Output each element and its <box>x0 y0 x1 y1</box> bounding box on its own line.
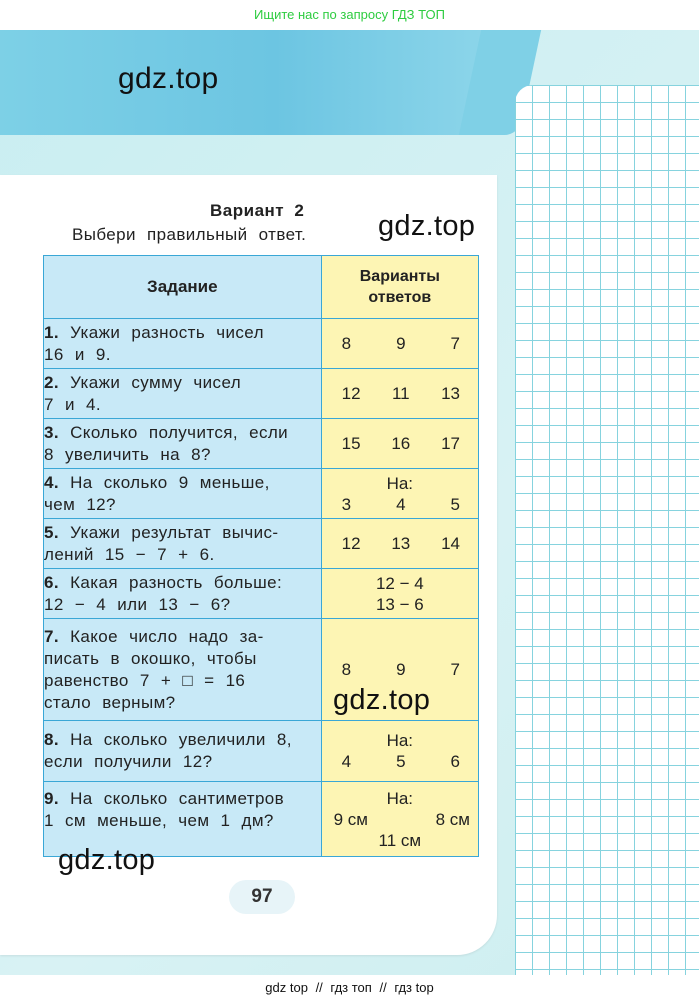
tasks-table <box>43 255 479 857</box>
answer-option[interactable]: 15 <box>341 434 361 453</box>
task-number: 4. <box>44 472 59 492</box>
answer-option[interactable]: 3 <box>341 494 352 514</box>
answer-option[interactable]: 12 <box>341 534 361 553</box>
task-text: 1 см меньше, чем 1 дм? <box>44 811 274 830</box>
task-text: 7 и 4. <box>44 394 101 414</box>
task-text: 16 и 9. <box>44 344 111 364</box>
task-text: На сколько 9 меньше, <box>70 472 270 492</box>
page-number: 97 <box>229 880 295 914</box>
watermark: gdz.top <box>118 62 219 95</box>
bottom-banner <box>0 975 699 1005</box>
task-number: 6. <box>44 572 59 592</box>
answers-cell <box>321 782 478 857</box>
bottom-link[interactable]: gdz top <box>265 980 308 995</box>
table-row <box>44 721 479 782</box>
table-row <box>44 519 479 569</box>
table-header-row <box>44 256 479 319</box>
header-task: Задание <box>44 256 322 319</box>
header-band <box>0 30 500 135</box>
answer-option[interactable]: 8 <box>341 334 352 353</box>
answer-prefix: На: <box>386 788 414 808</box>
task-number: 5. <box>44 522 59 542</box>
answer-option[interactable]: 13 − 6 <box>375 594 424 614</box>
header-answers-line: Варианты <box>359 268 440 285</box>
task-text: Укажи разность чисел <box>70 322 264 342</box>
task-text: лений 15 − 7 + 6. <box>44 544 215 564</box>
answers-cell <box>321 419 478 469</box>
task-cell <box>44 619 322 721</box>
answer-option[interactable]: 16 <box>391 434 411 453</box>
bottom-link[interactable]: гдз топ <box>330 980 372 995</box>
answer-option[interactable]: 4 <box>396 494 406 514</box>
task-text: На сколько сантиметров <box>70 789 285 808</box>
table-row <box>44 569 479 619</box>
watermark: gdz.top <box>333 684 431 716</box>
answer-option[interactable]: 12 <box>341 384 361 403</box>
table-row <box>44 319 479 369</box>
task-text: Сколько получится, если <box>70 422 289 442</box>
answer-option[interactable]: 13 <box>441 384 460 403</box>
answer-option[interactable]: 13 <box>391 534 411 553</box>
task-text: равенство 7 + □ = 16 <box>44 670 246 690</box>
task-cell <box>44 469 322 519</box>
answer-option[interactable]: 6 <box>450 752 460 771</box>
answer-option[interactable]: 9 см <box>333 809 368 829</box>
task-cell <box>44 319 322 369</box>
answer-option[interactable]: 7 <box>450 660 460 679</box>
header-answers-line: ответов <box>368 289 432 306</box>
task-text: 8 увеличить на 8? <box>44 444 211 464</box>
answer-option[interactable]: 7 <box>450 334 460 353</box>
answers-cell <box>321 721 478 782</box>
answer-option[interactable]: 9 <box>396 334 406 353</box>
bottom-separator: // <box>379 980 387 995</box>
table-row <box>44 469 479 519</box>
task-number: 2. <box>44 372 59 392</box>
task-text: стало верным? <box>44 692 176 712</box>
task-cell <box>44 519 322 569</box>
task-number: 8. <box>44 730 59 749</box>
answer-option[interactable]: 11 см <box>378 830 422 850</box>
watermark: gdz.top <box>58 844 156 876</box>
answer-option[interactable]: 8 <box>341 660 352 679</box>
task-cell <box>44 721 322 782</box>
answer-option[interactable]: 14 <box>441 534 460 553</box>
table-row <box>44 419 479 469</box>
task-text: На сколько увеличили 8, <box>70 730 292 749</box>
answer-option[interactable]: 12 − 4 <box>375 573 424 593</box>
task-text: Какая разность больше: <box>70 572 283 592</box>
task-number: 9. <box>44 789 59 808</box>
task-number: 3. <box>44 422 59 442</box>
header-answers <box>321 256 478 319</box>
task-text: если получили 12? <box>44 752 213 771</box>
answers-cell <box>321 369 478 419</box>
answer-option[interactable]: 8 см <box>435 809 470 829</box>
answer-option[interactable]: 5 <box>450 494 460 514</box>
table-row <box>44 369 479 419</box>
answer-option[interactable]: 11 <box>391 384 410 403</box>
task-text: Укажи результат вычис- <box>70 522 279 542</box>
bottom-separator: // <box>315 980 323 995</box>
top-banner[interactable]: Ищите нас по запросу ГДЗ ТОП <box>254 7 445 22</box>
task-text: Какое число надо за- <box>70 626 264 646</box>
task-cell <box>44 419 322 469</box>
task-number: 1. <box>44 322 59 342</box>
task-text: 12 − 4 или 13 − 6? <box>44 594 231 614</box>
answer-prefix: На: <box>386 473 414 493</box>
variant-title: Вариант 2 <box>210 201 305 220</box>
watermark: gdz.top <box>378 210 476 242</box>
answers-cell <box>321 319 478 369</box>
answer-option[interactable]: 4 <box>341 752 352 771</box>
answer-prefix: На: <box>386 731 414 750</box>
task-number: 7. <box>44 626 59 646</box>
answers-cell <box>321 469 478 519</box>
answers-cell <box>321 519 478 569</box>
task-cell <box>44 569 322 619</box>
grid-paper-panel <box>515 85 699 975</box>
task-text: Укажи сумму чисел <box>70 372 242 392</box>
answers-cell <box>321 569 478 619</box>
answer-option[interactable]: 9 <box>396 660 406 679</box>
answer-option[interactable]: 5 <box>396 752 406 771</box>
instruction: Выбери правильный ответ. <box>72 225 307 244</box>
answer-option[interactable]: 17 <box>441 434 460 453</box>
task-text: писать в окошко, чтобы <box>44 648 257 668</box>
task-text: чем 12? <box>44 494 116 514</box>
bottom-link[interactable]: гдз top <box>394 980 434 995</box>
task-cell <box>44 369 322 419</box>
